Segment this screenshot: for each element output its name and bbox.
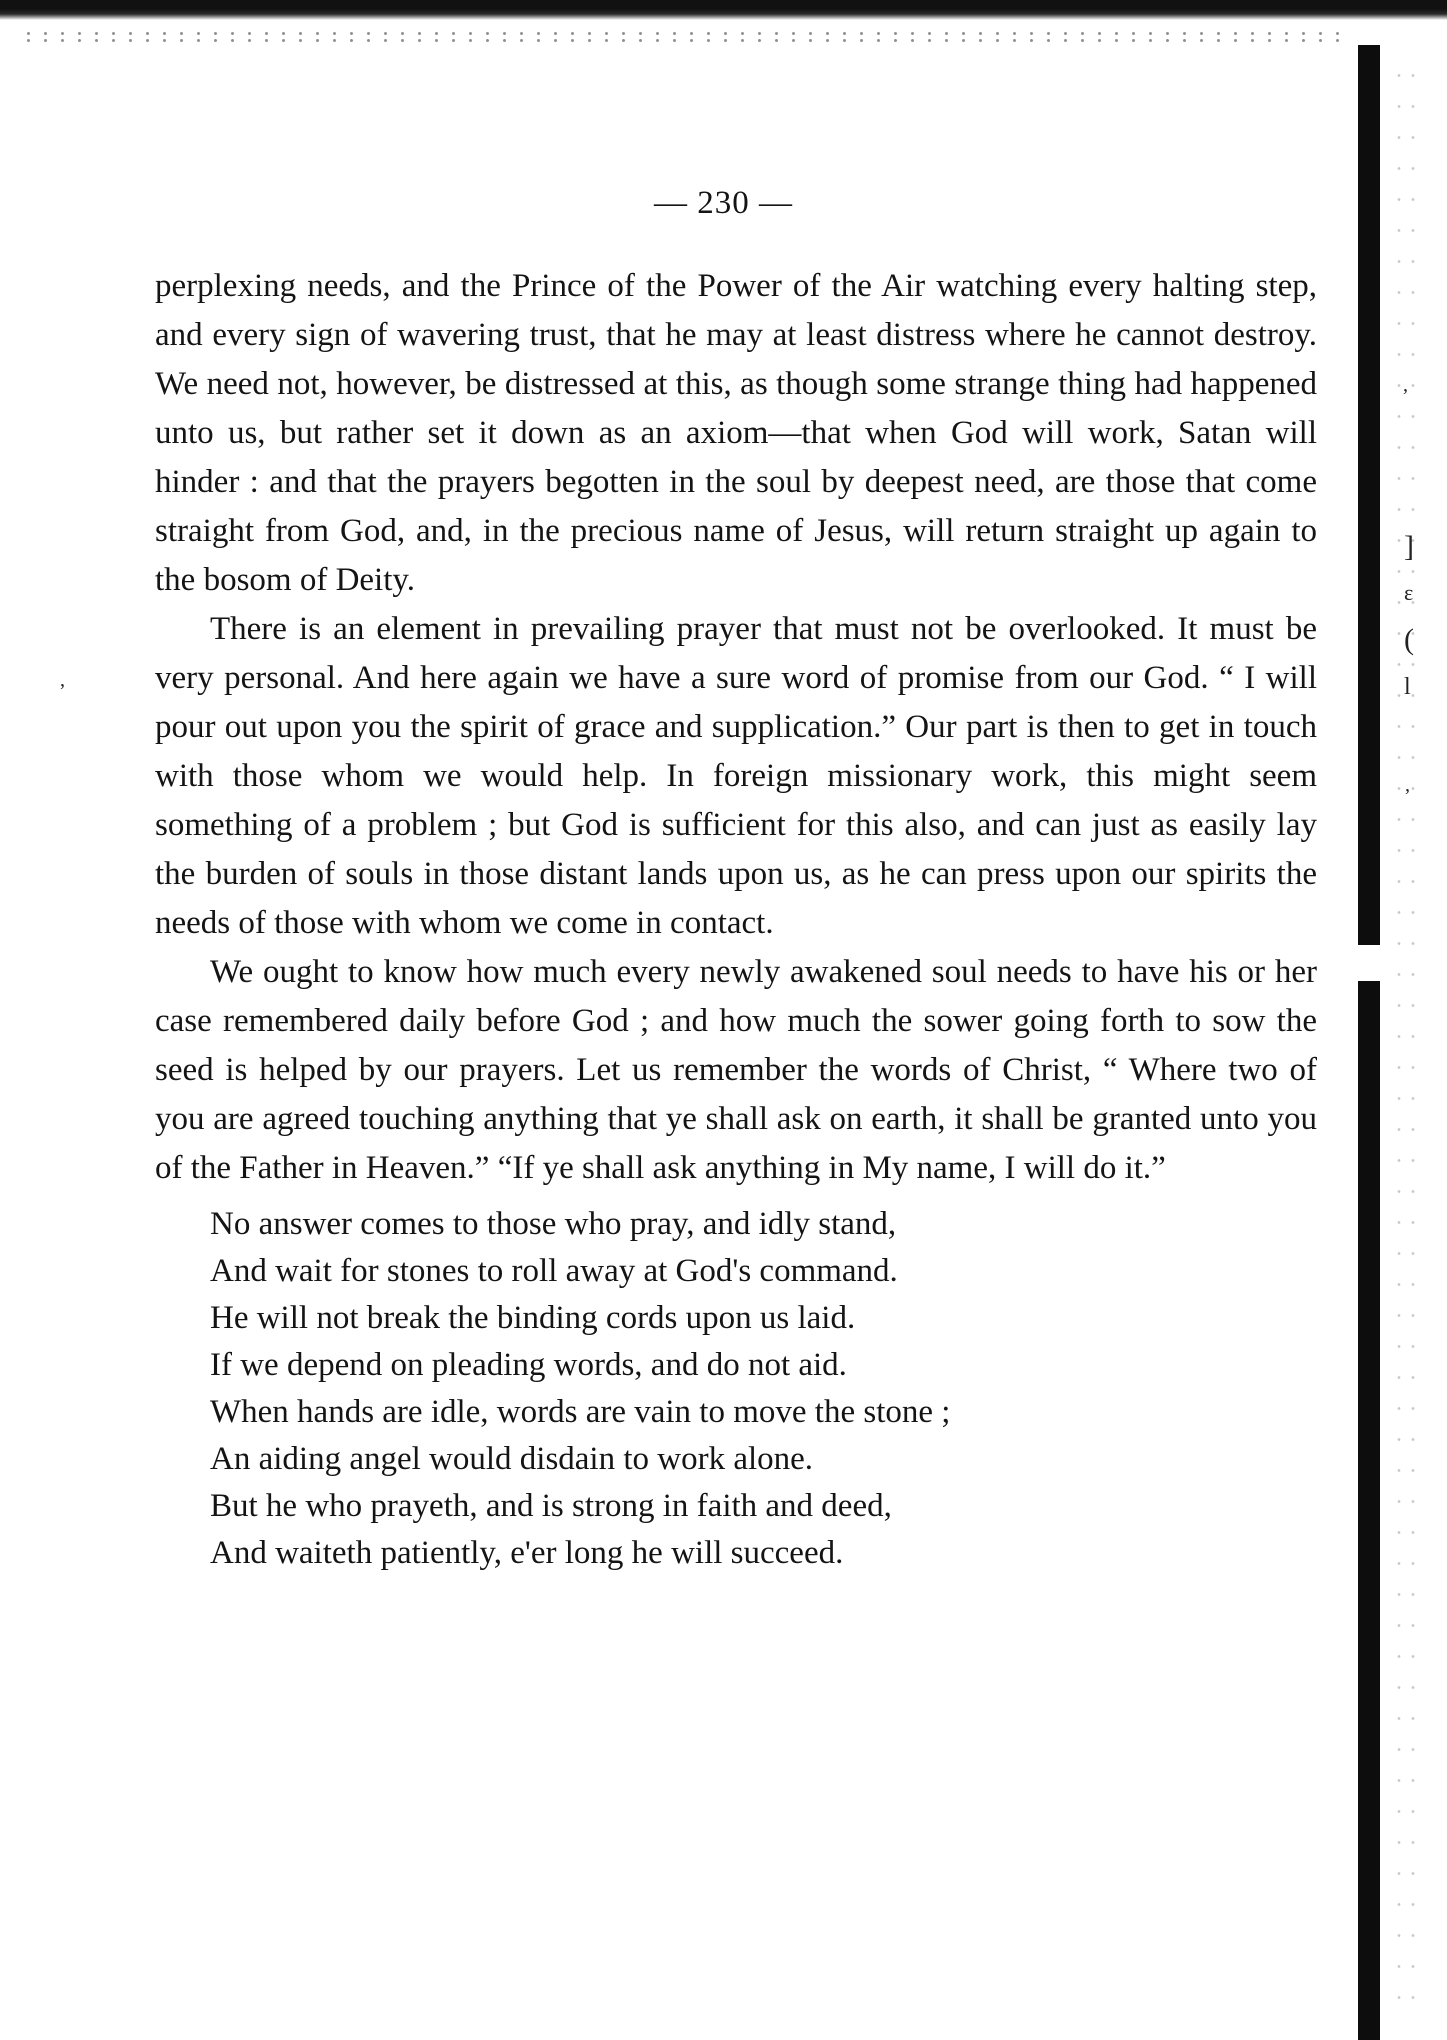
poem-line: An aiding angel would disdain to work alone. — [210, 1441, 814, 1477]
poem-line: He will not break the binding cords upon us laid. — [210, 1300, 856, 1336]
right-scan-noise — [1392, 60, 1422, 2020]
margin-speck: ( — [1404, 623, 1414, 656]
margin-speck: ] — [1404, 530, 1414, 563]
paragraph: We ought to know how much every newly awakened soul needs to have his or her case remembered daily before God ; and how much the sower going forth to sow the seed is helped by our prayers. Let us remember the words of Christ, “ Where two of you are agreed touching anything that ye shall ask on earth, it shall be granted unto you of the Father in Heaven.” “If ye shall ask anything in My name, I will do it.” — [155, 954, 1317, 1186]
margin-speck: , — [1403, 374, 1408, 396]
poem-line: But he who prayeth, and is strong in faith and deed, — [210, 1488, 892, 1524]
poem — [155, 1201, 1317, 1577]
right-scan-border — [1358, 45, 1380, 2040]
body-text — [155, 262, 1317, 1577]
paragraph: perplexing needs, and the Prince of the Power of the Air watching every halting step, and every sign of wavering trust, that he may at least distress where he cannot destroy. We need not, however, be distressed at this, as though some strange thing had happened unto us, but rather set it down as an axiom—that when God will work, Satan will hinder : and that the prayers begotten in the soul by deepest need, are those that come straight from God, and, in the precious name of Jesus, will return straight up again to the bosom of Deity. — [155, 268, 1317, 598]
poem-line: And wait for stones to roll away at God's command. — [210, 1253, 898, 1289]
poem-line: And waiteth patiently, e'er long he will succeed. — [210, 1535, 844, 1571]
page-number: — 230 — — [654, 185, 793, 221]
right-scan-border-gap — [1358, 945, 1380, 981]
paragraph: There is an element in prevailing prayer that must not be overlooked. It must be very personal. And here again we have a sure word of promise from our God. “ I will pour out upon you the spirit of grace and supplication.” Our part is then to get in touch with those whom we would help. In foreign missionary work, this might seem something of a problem ; but God is sufficient for this also, and can just as easily lay the burden of souls in those distant lands upon us, as he can press upon our spirits the needs of those with whom we come in contact. — [155, 611, 1317, 941]
top-scan-noise — [20, 30, 1340, 44]
margin-speck: ɛ — [1404, 580, 1414, 605]
poem-line: When hands are idle, words are vain to move the stone ; — [210, 1394, 951, 1430]
margin-speck: l — [1404, 674, 1411, 700]
poem-line: If we depend on pleading words, and do not aid. — [210, 1347, 847, 1383]
top-scan-border — [0, 0, 1447, 20]
margin-speck: , — [60, 669, 65, 691]
poem-line: No answer comes to those who pray, and idly stand, — [210, 1206, 897, 1242]
margin-speck: , — [1405, 774, 1410, 796]
